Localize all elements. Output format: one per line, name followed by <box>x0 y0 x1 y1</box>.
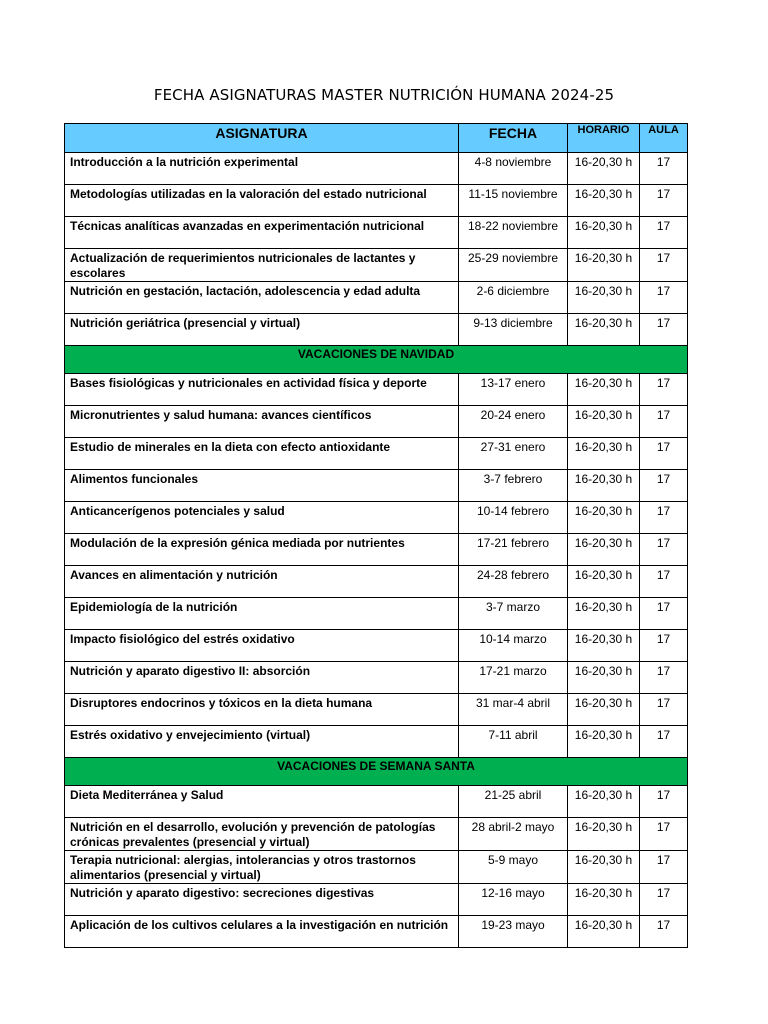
date-cell: 4-8 noviembre <box>459 153 568 185</box>
table-row <box>65 406 688 438</box>
date-cell: 25-29 noviembre <box>459 249 568 282</box>
subject-cell: Bases fisiológicas y nutricionales en actividad física y deporte <box>65 374 459 406</box>
table-row <box>65 374 688 406</box>
subject-cell: Estrés oxidativo y envejecimiento (virtual) <box>65 726 459 758</box>
subject-cell: Disruptores endocrinos y tóxicos en la dieta humana <box>65 694 459 726</box>
room-cell: 17 <box>640 534 688 566</box>
subject-cell: Actualización de requerimientos nutricionales de lactantes y escolares <box>65 249 459 282</box>
date-cell: 10-14 febrero <box>459 502 568 534</box>
header-schedule: HORARIO <box>568 124 640 153</box>
table-row <box>65 598 688 630</box>
header-subject: ASIGNATURA <box>65 124 459 153</box>
subject-cell: Metodologías utilizadas en la valoración del estado nutricional <box>65 185 459 217</box>
vacation-row <box>65 758 688 786</box>
date-cell: 7-11 abril <box>459 726 568 758</box>
room-cell: 17 <box>640 916 688 948</box>
vacation-label: VACACIONES DE SEMANA SANTA <box>65 758 688 786</box>
table-row <box>65 534 688 566</box>
date-cell: 17-21 marzo <box>459 662 568 694</box>
schedule-cell: 16-20,30 h <box>568 153 640 185</box>
table-row <box>65 438 688 470</box>
date-cell: 21-25 abril <box>459 786 568 818</box>
schedule-cell: 16-20,30 h <box>568 217 640 249</box>
table-row <box>65 153 688 185</box>
schedule-cell: 16-20,30 h <box>568 916 640 948</box>
schedule-cell: 16-20,30 h <box>568 694 640 726</box>
table-row <box>65 726 688 758</box>
date-cell: 19-23 mayo <box>459 916 568 948</box>
date-cell: 3-7 febrero <box>459 470 568 502</box>
schedule-cell: 16-20,30 h <box>568 662 640 694</box>
room-cell: 17 <box>640 884 688 916</box>
schedule-cell: 16-20,30 h <box>568 598 640 630</box>
date-cell: 17-21 febrero <box>459 534 568 566</box>
table-row <box>65 916 688 948</box>
schedule-cell: 16-20,30 h <box>568 786 640 818</box>
schedule-cell: 16-20,30 h <box>568 406 640 438</box>
subject-cell: Terapia nutricional: alergias, intolerancias y otros trastornos alimentarios (presencial y virtual) <box>65 851 459 884</box>
table-row <box>65 662 688 694</box>
schedule-cell: 16-20,30 h <box>568 502 640 534</box>
date-cell: 2-6 diciembre <box>459 282 568 314</box>
subject-cell: Nutrición y aparato digestivo II: absorción <box>65 662 459 694</box>
schedule-cell: 16-20,30 h <box>568 249 640 282</box>
subject-cell: Introducción a la nutrición experimental <box>65 153 459 185</box>
room-cell: 17 <box>640 726 688 758</box>
table-row <box>65 282 688 314</box>
subject-cell: Anticancerígenos potenciales y salud <box>65 502 459 534</box>
table-row <box>65 851 688 884</box>
subject-cell: Alimentos funcionales <box>65 470 459 502</box>
schedule-cell: 16-20,30 h <box>568 282 640 314</box>
subject-cell: Aplicación de los cultivos celulares a la investigación en nutrición <box>65 916 459 948</box>
page-title: FECHA ASIGNATURAS MASTER NUTRICIÓN HUMANA 2024-25 <box>153 86 615 104</box>
schedule-cell: 16-20,30 h <box>568 314 640 346</box>
room-cell: 17 <box>640 249 688 282</box>
schedule-table <box>64 123 688 948</box>
subject-cell: Nutrición en el desarrollo, evolución y prevención de patologías crónicas prevalentes (presencial y virtual) <box>65 818 459 851</box>
schedule-cell: 16-20,30 h <box>568 851 640 884</box>
room-cell: 17 <box>640 406 688 438</box>
date-cell: 9-13 diciembre <box>459 314 568 346</box>
table-row <box>65 502 688 534</box>
table-row <box>65 217 688 249</box>
table-body <box>65 153 688 948</box>
room-cell: 17 <box>640 470 688 502</box>
room-cell: 17 <box>640 818 688 851</box>
schedule-cell: 16-20,30 h <box>568 566 640 598</box>
subject-cell: Nutrición y aparato digestivo: secreciones digestivas <box>65 884 459 916</box>
table-row <box>65 786 688 818</box>
room-cell: 17 <box>640 566 688 598</box>
schedule-cell: 16-20,30 h <box>568 726 640 758</box>
room-cell: 17 <box>640 314 688 346</box>
subject-cell: Impacto fisiológico del estrés oxidativo <box>65 630 459 662</box>
table-row <box>65 314 688 346</box>
date-cell: 3-7 marzo <box>459 598 568 630</box>
subject-cell: Dieta Mediterránea y Salud <box>65 786 459 818</box>
room-cell: 17 <box>640 630 688 662</box>
date-cell: 20-24 enero <box>459 406 568 438</box>
schedule-cell: 16-20,30 h <box>568 185 640 217</box>
subject-cell: Técnicas analíticas avanzadas en experimentación nutricional <box>65 217 459 249</box>
room-cell: 17 <box>640 438 688 470</box>
vacation-row <box>65 346 688 374</box>
room-cell: 17 <box>640 374 688 406</box>
room-cell: 17 <box>640 694 688 726</box>
subject-cell: Micronutrientes y salud humana: avances científicos <box>65 406 459 438</box>
room-cell: 17 <box>640 282 688 314</box>
subject-cell: Epidemiología de la nutrición <box>65 598 459 630</box>
date-cell: 31 mar-4 abril <box>459 694 568 726</box>
table-header-row <box>65 124 688 153</box>
table-row <box>65 249 688 282</box>
subject-cell: Avances en alimentación y nutrición <box>65 566 459 598</box>
room-cell: 17 <box>640 598 688 630</box>
table-row <box>65 884 688 916</box>
room-cell: 17 <box>640 851 688 884</box>
date-cell: 12-16 mayo <box>459 884 568 916</box>
schedule-cell: 16-20,30 h <box>568 534 640 566</box>
subject-cell: Nutrición en gestación, lactación, adolescencia y edad adulta <box>65 282 459 314</box>
schedule-cell: 16-20,30 h <box>568 818 640 851</box>
room-cell: 17 <box>640 185 688 217</box>
subject-cell: Nutrición geriátrica (presencial y virtual) <box>65 314 459 346</box>
date-cell: 5-9 mayo <box>459 851 568 884</box>
room-cell: 17 <box>640 662 688 694</box>
room-cell: 17 <box>640 153 688 185</box>
table-row <box>65 185 688 217</box>
date-cell: 18-22 noviembre <box>459 217 568 249</box>
subject-cell: Estudio de minerales en la dieta con efecto antioxidante <box>65 438 459 470</box>
date-cell: 28 abril-2 mayo <box>459 818 568 851</box>
room-cell: 17 <box>640 217 688 249</box>
table-row <box>65 470 688 502</box>
date-cell: 10-14 marzo <box>459 630 568 662</box>
table-row <box>65 566 688 598</box>
header-date: FECHA <box>459 124 568 153</box>
subject-cell: Modulación de la expresión génica mediada por nutrientes <box>65 534 459 566</box>
date-cell: 27-31 enero <box>459 438 568 470</box>
date-cell: 11-15 noviembre <box>459 185 568 217</box>
schedule-cell: 16-20,30 h <box>568 470 640 502</box>
schedule-cell: 16-20,30 h <box>568 630 640 662</box>
table-row <box>65 630 688 662</box>
schedule-cell: 16-20,30 h <box>568 438 640 470</box>
schedule-cell: 16-20,30 h <box>568 374 640 406</box>
vacation-label: VACACIONES DE NAVIDAD <box>65 346 688 374</box>
table-row <box>65 818 688 851</box>
date-cell: 24-28 febrero <box>459 566 568 598</box>
date-cell: 13-17 enero <box>459 374 568 406</box>
schedule-cell: 16-20,30 h <box>568 884 640 916</box>
room-cell: 17 <box>640 502 688 534</box>
table-row <box>65 694 688 726</box>
room-cell: 17 <box>640 786 688 818</box>
header-room: AULA <box>640 124 688 153</box>
